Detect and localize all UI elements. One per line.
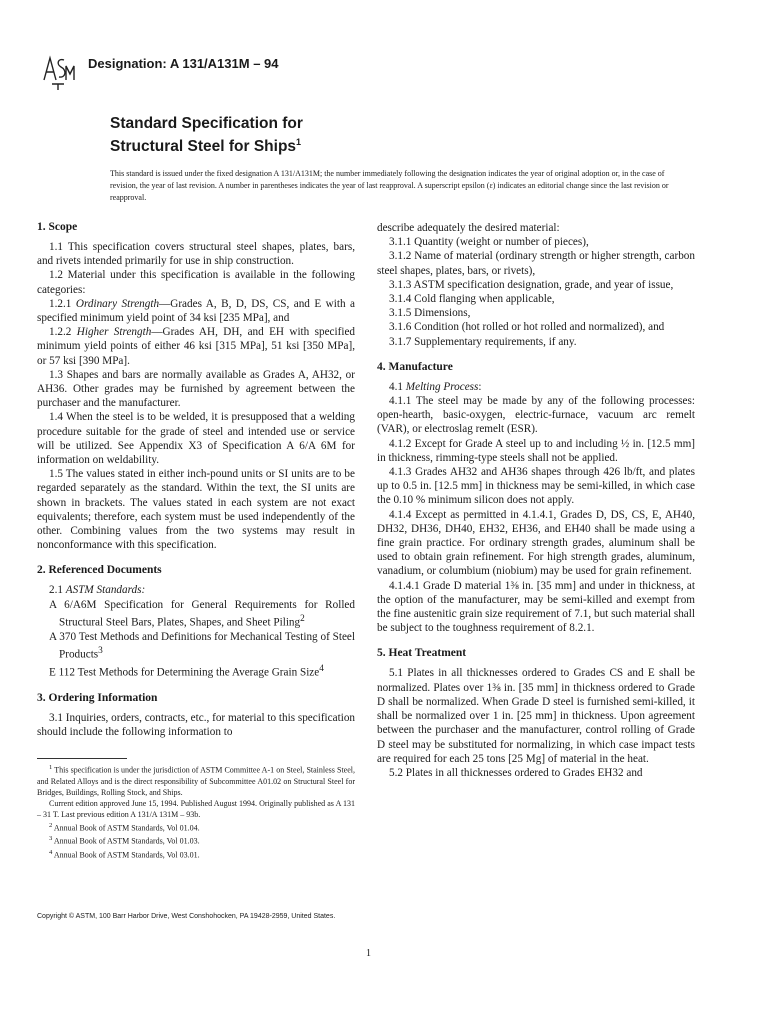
- right-column: [377, 221, 695, 780]
- footnote-mark: 1: [49, 764, 53, 771]
- paragraph-4-1-2: 4.1.2 Except for Grade A steel up to and including ½ in. [12.5 mm] in thickness, rimming-type steels shall not be applied.: [377, 437, 695, 464]
- footnote-mark: 4: [49, 848, 53, 856]
- footnote-divider: [37, 758, 127, 759]
- page-number: 1: [366, 948, 371, 959]
- paragraph-1-5: 1.5 The values stated in either inch-pound units or SI units are to be regarded separately as the standard. Within the text, the SI units are shown in brackets. The values stated in each system are not exact equivalents; therefore, each system must be used independently of the other. Combining values from the two systems may result in nonconformance with this specification.: [37, 468, 355, 552]
- footnote-source: Annual Book of ASTM Standards: [52, 836, 163, 846]
- standard-notice: This standard is issued under the fixed designation A 131/A131M; the number immediately following the designation indicates the year of original adoption or, in the case of revision, the year of last revision. A number in parentheses indicates the year of last reapproval. A superscript epsilon (ε) indicates an editorial change since the last revision or reapproval.: [110, 169, 669, 202]
- term-astm-standards: ASTM Standards:: [65, 584, 146, 597]
- paragraph-3-1-6: 3.1.6 Condition (hot rolled or hot rolled and normalized), and: [389, 321, 665, 334]
- paragraph-1-2: 1.2 Material under this specification is available in the following categories:: [37, 269, 355, 296]
- footnote-mark: 3: [98, 646, 103, 657]
- paragraph-4-1: [377, 380, 695, 394]
- title-line-2: [110, 133, 303, 156]
- footnote-mark: 2: [300, 613, 305, 624]
- clause-number: 4.1: [389, 380, 406, 393]
- reference-e112: [47, 662, 355, 680]
- clause-number: 1.2.2: [49, 326, 77, 339]
- footnote-1b: Current edition approved June 15, 1994. Published August 1994. Originally published as A 131 – 31 T. Last previous edition A 131/A 131M – 93b.: [37, 798, 355, 819]
- footnotes: [37, 762, 355, 861]
- paragraph-3-1: 3.1 Inquiries, orders, contracts, etc., for material to this specification should include the following information to: [37, 711, 356, 739]
- footnote-text: This specification is under the jurisdiction of ASTM Committee A-1 on Steel, Stainless Steel, and Related Alloys and is the direct responsibility of Subcommittee A01.02 on Structural Steel for Bridges, Buildings, Rolling Stock, and Ships.: [37, 765, 355, 797]
- footnote-3: [37, 833, 355, 847]
- footnote-1: [37, 762, 355, 798]
- footnote-volume: , Vol 01.04.: [162, 823, 200, 833]
- left-column: [37, 220, 355, 739]
- paragraph-1-2-2: [37, 325, 355, 368]
- clause-number: 2.1: [49, 584, 66, 597]
- footnote-2: [37, 820, 355, 834]
- paragraph-1-2-1: [37, 297, 355, 325]
- paragraph-2-1: [37, 583, 355, 597]
- title-line-1: Standard Specification for: [110, 115, 303, 132]
- astm-logo-icon: [40, 50, 76, 92]
- reference-a6: [47, 598, 355, 630]
- paragraph-3-1-7: 3.1.7 Supplementary requirements, if any.: [389, 335, 577, 348]
- clause-number: 1.2.1: [49, 297, 76, 310]
- footnote-volume: , Vol 01.03.: [162, 836, 200, 846]
- paragraph-3-1-5: 3.1.5 Dimensions,: [389, 307, 471, 320]
- paragraph-3-1-continued: describe adequately the desired material:: [377, 222, 560, 234]
- paragraph-4-1-4: 4.1.4 Except as permitted in 4.1.4.1, Grades D, DS, CS, E, AH40, DH32, DH36, DH40, EH32, EH36, and EH40 shall be made using a fine grain practice. For ordinary strength grades, aluminum shall be used to obtain grain refinement. For high strength grades, aluminum, vanadium, or columbium (niobium) may be used for grain refinement.: [377, 508, 695, 578]
- section-heading-scope: 1. Scope: [37, 221, 78, 233]
- footnote-mark: 4: [319, 663, 324, 674]
- clause-text: —Grades AH, DH, and EH with specified minimum yield points of either 46 ksi [315 MPa], 51 ksi [350 MPa], or 57 ksi [390 MPa].: [37, 326, 356, 367]
- clause-punctuation: :: [478, 380, 482, 393]
- reference-text: E 112 Test Methods for Determining the Average Grain Size: [49, 666, 320, 679]
- title-line-2-text: Structural Steel for Ships: [110, 138, 297, 156]
- paragraph-4-1-1: 4.1.1 The steel may be made by any of the following processes: open-hearth, basic-oxygen, electric-furnace, vacuum arc remelt (VAR), or electroslag remelt (ESR).: [377, 395, 695, 436]
- paragraph-1-1: 1.1 This specification covers structural steel shapes, plates, bars, and rivets intended primarily for use in ship construction.: [37, 241, 355, 268]
- paragraph-1-4: 1.4 When the steel is to be welded, it is presupposed that a welding procedure suitable for the grade of steel and intended use or service will be utilized. See Appendix X3 of Specification A 6/A 6M for information on weldability.: [37, 411, 355, 467]
- paragraph-3-1-3: 3.1.3 ASTM specification designation, grade, and year of issue,: [389, 278, 674, 291]
- paragraph-5-2: 5.2 Plates in all thicknesses ordered to Grades EH32 and: [389, 766, 643, 779]
- title-footnote-mark: 1: [296, 137, 302, 147]
- footnote-4: [37, 847, 355, 861]
- paragraph-4-1-3: 4.1.3 Grades AH32 and AH36 shapes through 426 lb/ft, and plates up to 0.5 in. [12.5 mm] in thickness may be semi-killed, in which case the 0.10 % minimum silicon does not apply.: [377, 466, 695, 507]
- footnote-source: Annual Book of ASTM Standards: [52, 823, 163, 833]
- designation: Designation: A 131/A131M – 94: [88, 56, 279, 71]
- paragraph-3-1-1: 3.1.1 Quantity (weight or number of pieces),: [389, 236, 589, 249]
- footnote-source: Annual Book of ASTM Standards: [52, 850, 163, 860]
- paragraph-3-1-4: 3.1.4 Cold flanging when applicable,: [389, 293, 555, 306]
- paragraph-3-1-2: 3.1.2 Name of material (ordinary strength or higher strength, carbon steel shapes, plates, bars, or rivets),: [377, 250, 695, 277]
- paragraph-5-1: 5.1 Plates in all thicknesses ordered to Grades CS and E shall be normalized. Plates over 1⅜ in. [35 mm] in thickness ordered to Grade D shall be normalized. When Grade D steel is furnished semi-killed, it shall be normalized over 1 in. [25 mm] in thickness. Upon agreement between the purchaser and the manufacturer, control rolling of Grade D steel may be substituted for normalizing, in which case impact tests are required for each 25 tons [25 Mg] of material in the heat.: [377, 667, 695, 765]
- term-ordinary-strength: Ordinary Strength: [75, 297, 160, 310]
- footnote-mark: 3: [49, 835, 53, 843]
- section-heading-referenced-documents: 2. Referenced Documents: [37, 564, 162, 577]
- reference-a370: [47, 630, 355, 662]
- paragraph-4-1-4-1: 4.1.4.1 Grade D material 1⅜ in. [35 mm] and under in thickness, at the option of the manufacturer, may be semi-killed and exempt from the fine austenitic grain size requirement of 7.1, but such material shall be subject to the toughness requirement of 8.2.1.: [377, 579, 695, 635]
- reference-text: A 6/A6M Specification for General Requirements for Rolled Structural Steel Bars, Plates, Shapes, and Sheet Piling: [49, 598, 355, 629]
- section-heading-ordering-information: 3. Ordering Information: [37, 691, 158, 704]
- section-heading-manufacture: 4. Manufacture: [377, 360, 453, 373]
- section-heading-heat-treatment: 5. Heat Treatment: [377, 647, 467, 660]
- term-higher-strength: Higher Strength: [76, 326, 152, 339]
- copyright-notice: Copyright © ASTM, 100 Barr Harbor Drive, West Conshohocken, PA 19428-2959, United States.: [37, 913, 336, 920]
- clause-text: —Grades A, B, D, DS, CS, and E with a specified minimum yield point of 34 ksi [235 MPa], and: [37, 297, 356, 325]
- footnote-volume: , Vol 03.01.: [162, 850, 200, 860]
- paragraph-1-3: 1.3 Shapes and bars are normally available as Grades A, AH32, or AH36. Other grades may be furnished by agreement between the purchaser and the manufacturer.: [37, 368, 355, 410]
- document-title: [110, 115, 303, 156]
- reference-text: A 370 Test Methods and Definitions for Mechanical Testing of Steel Products: [49, 630, 355, 661]
- footnote-mark: 2: [49, 821, 53, 829]
- term-melting-process: Melting Process: [405, 380, 479, 393]
